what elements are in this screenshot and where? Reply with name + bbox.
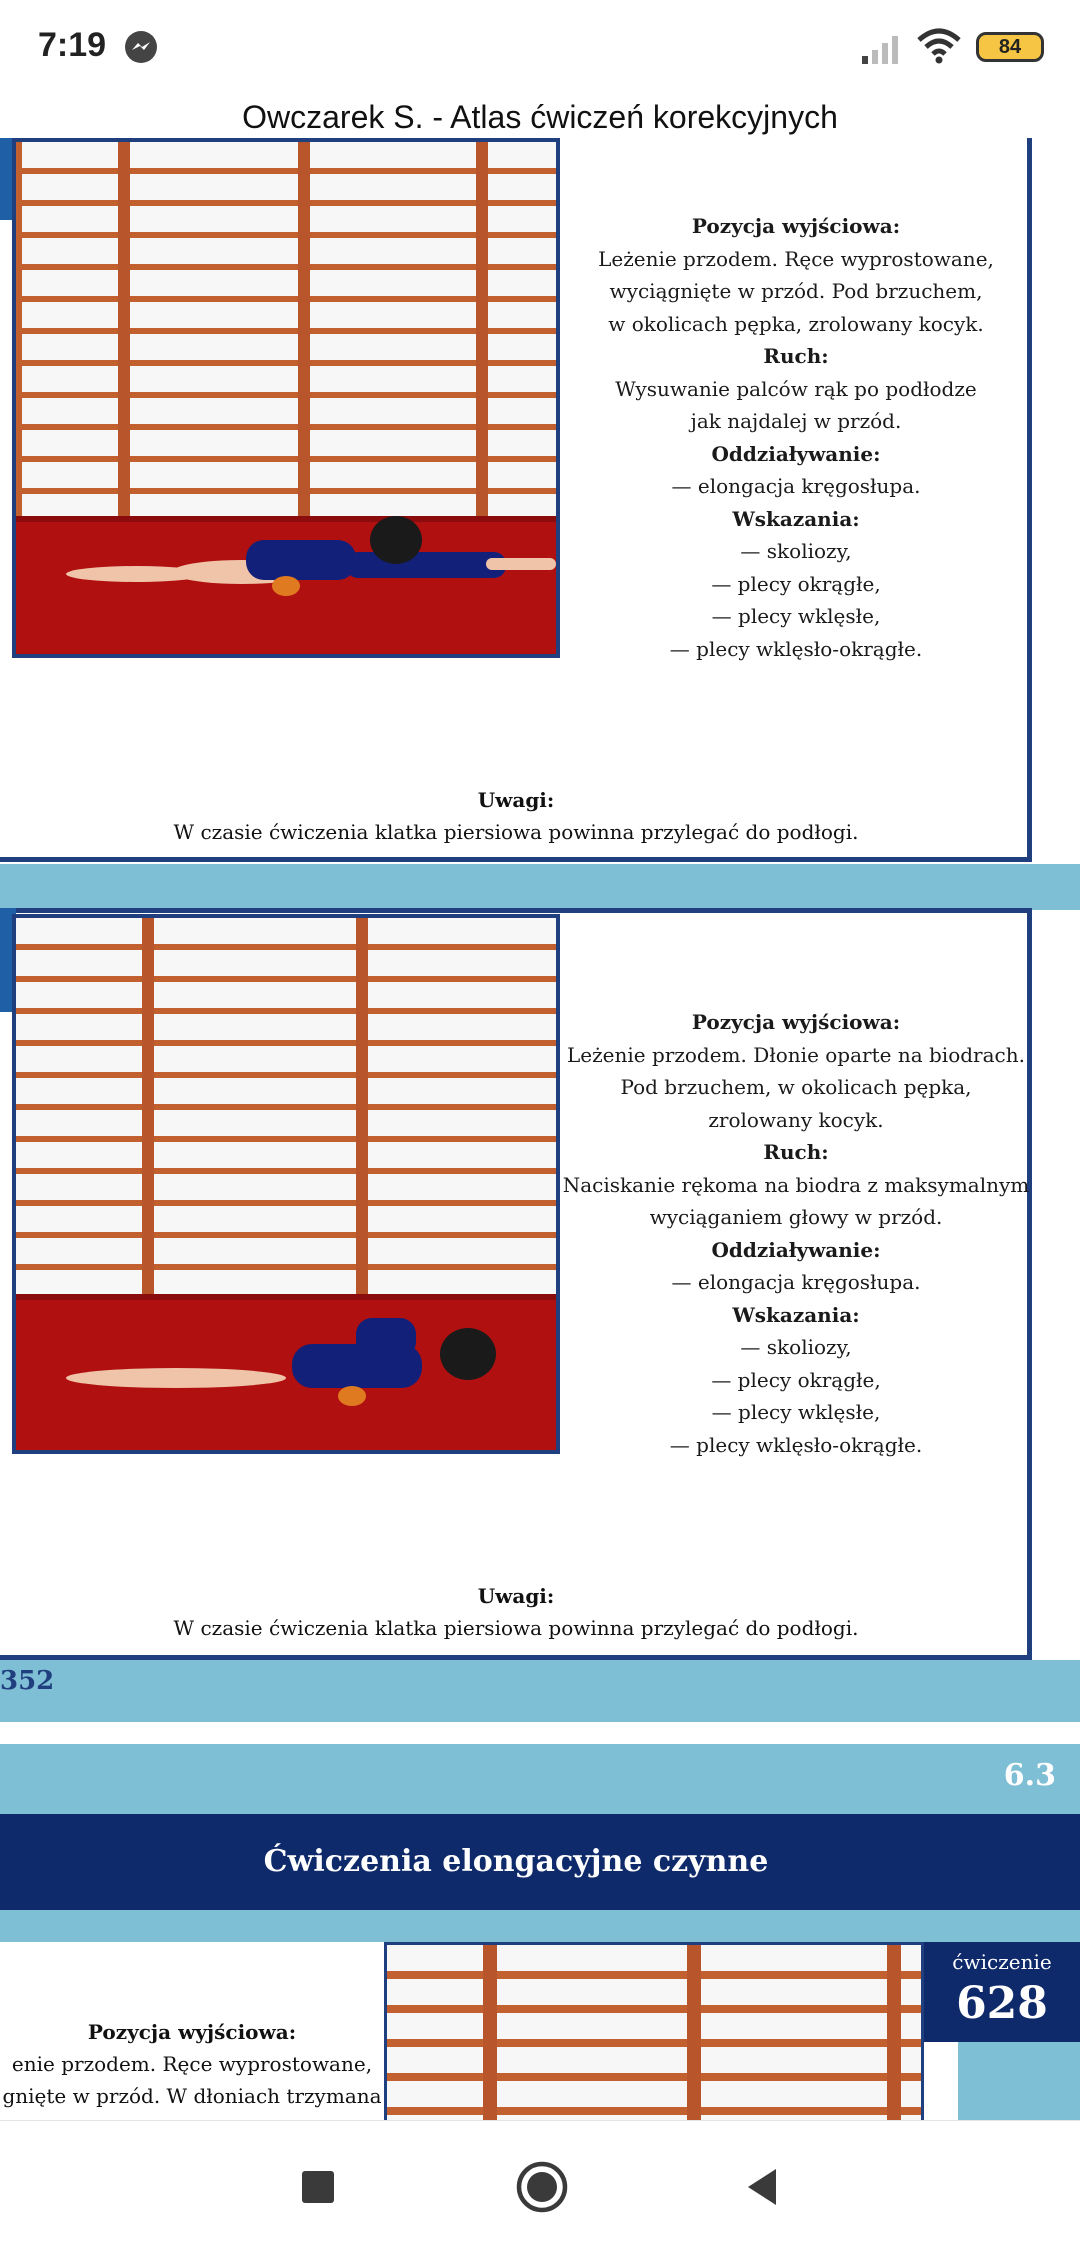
effect-heading: Oddziaływanie: <box>711 441 881 466</box>
exercise-1-description <box>560 210 1032 665</box>
back-triangle-icon <box>744 2167 780 2207</box>
indication-line: — skoliozy, <box>740 1335 852 1359</box>
start-position-line: wyciągnięte w przód. Pod brzuchem, <box>609 279 983 303</box>
movement-line: Wysuwanie palców rąk po podłodze <box>615 376 977 401</box>
circle-icon <box>515 2160 569 2214</box>
start-position-line: zrolowany kocyk. <box>708 1107 884 1132</box>
movement-line: wyciąganiem głowy w przód. <box>649 1205 943 1229</box>
chapter-bottom-band <box>0 1910 1080 1942</box>
exercise-photo-1 <box>12 138 560 658</box>
start-position-heading: Pozycja wyjściowa: <box>87 2020 297 2044</box>
movement-heading: Ruch: <box>763 1140 829 1164</box>
start-position-line: gnięte w przód. W dłoniach trzymana <box>2 2084 382 2108</box>
exercise-number-badge <box>924 1942 1080 2042</box>
indication-line: — plecy okrągłe, <box>711 1367 881 1392</box>
indications-heading: Wskazania: <box>732 506 860 531</box>
battery-icon <box>976 32 1044 62</box>
effect-line: — elongacja kręgosłupa. <box>671 1270 921 1294</box>
exercise-1-notes <box>0 784 1032 848</box>
notes-heading: Uwagi: <box>477 1584 555 1608</box>
movement-line: jak najdalej w przód. <box>690 409 902 433</box>
start-position-line: Leżenie przodem. Ręce wyprostowane, <box>598 246 994 271</box>
indication-line: — plecy wklęsłe, <box>711 1400 881 1424</box>
notes-text: W czasie ćwiczenia klatka piersiowa powinna przylegać do podłogi. <box>173 1616 859 1640</box>
exercise-photo-2 <box>12 914 560 1454</box>
notes-text: W czasie ćwiczenia klatka piersiowa powinna przylegać do podłogi. <box>173 820 859 844</box>
document-title: Owczarek S. - Atlas ćwiczeń korekcyjnych <box>242 99 838 135</box>
start-position-line: enie przodem. Ręce wyprostowane, <box>11 2052 373 2076</box>
back-button[interactable] <box>730 2155 794 2219</box>
chapter-header-band <box>0 1744 1080 1814</box>
indication-line: — plecy okrągłe, <box>711 571 881 596</box>
exercise-badge-label: ćwiczenie <box>952 1950 1052 1974</box>
page-gap <box>0 1722 1080 1744</box>
start-position-line: Pod brzuchem, w okolicach pępka, <box>620 1075 972 1099</box>
square-icon <box>300 2169 336 2205</box>
battery-level: 84 <box>998 36 1022 58</box>
start-position-heading: Pozycja wyjściowa: <box>691 214 901 238</box>
signal-icon <box>860 34 904 64</box>
exercise-2-description <box>560 1006 1032 1461</box>
indications-heading: Wskazania: <box>732 1302 860 1327</box>
status-bar <box>0 0 1080 94</box>
clock: 7:19 <box>38 26 107 64</box>
start-position-heading: Pozycja wyjściowa: <box>691 1010 901 1034</box>
chapter-title: Ćwiczenia elongacyjne czynne <box>263 1844 769 1879</box>
exercise-side-band <box>958 2042 1080 2120</box>
page-number: 352 <box>0 1666 55 1696</box>
effect-heading: Oddziaływanie: <box>711 1237 881 1262</box>
indication-line: — plecy wklęsłe, <box>711 604 881 628</box>
start-position-line: Leżenie przodem. Dłonie oparte na biodrach. <box>567 1042 1025 1067</box>
page-footer-band <box>0 1660 1080 1722</box>
messenger-icon <box>124 30 158 64</box>
page-separator-band <box>0 864 1080 910</box>
indication-line: — plecy wklęsło-okrągłe. <box>669 1432 923 1457</box>
document-viewport[interactable] <box>0 138 1080 2120</box>
movement-line: Naciskanie rękoma na biodra z maksymalnym <box>562 1172 1030 1197</box>
chapter-number: 6.3 <box>1003 1758 1056 1793</box>
navigation-bar <box>0 2120 1080 2248</box>
movement-heading: Ruch: <box>763 344 829 368</box>
indication-line: — skoliozy, <box>740 539 852 563</box>
indication-line: — plecy wklęsło-okrągłe. <box>669 636 923 661</box>
wifi-icon <box>916 28 962 64</box>
exercise-photo-3 <box>384 1942 924 2120</box>
exercise-badge-number: 628 <box>956 1978 1048 2029</box>
home-button[interactable] <box>510 2155 574 2219</box>
exercise-3-description <box>0 2016 384 2112</box>
effect-line: — elongacja kręgosłupa. <box>671 474 921 498</box>
exercise-2-notes <box>0 1580 1032 1644</box>
notes-heading: Uwagi: <box>477 788 555 812</box>
recents-button[interactable] <box>286 2155 350 2219</box>
start-position-line: w okolicach pępka, zrolowany kocyk. <box>608 311 984 336</box>
